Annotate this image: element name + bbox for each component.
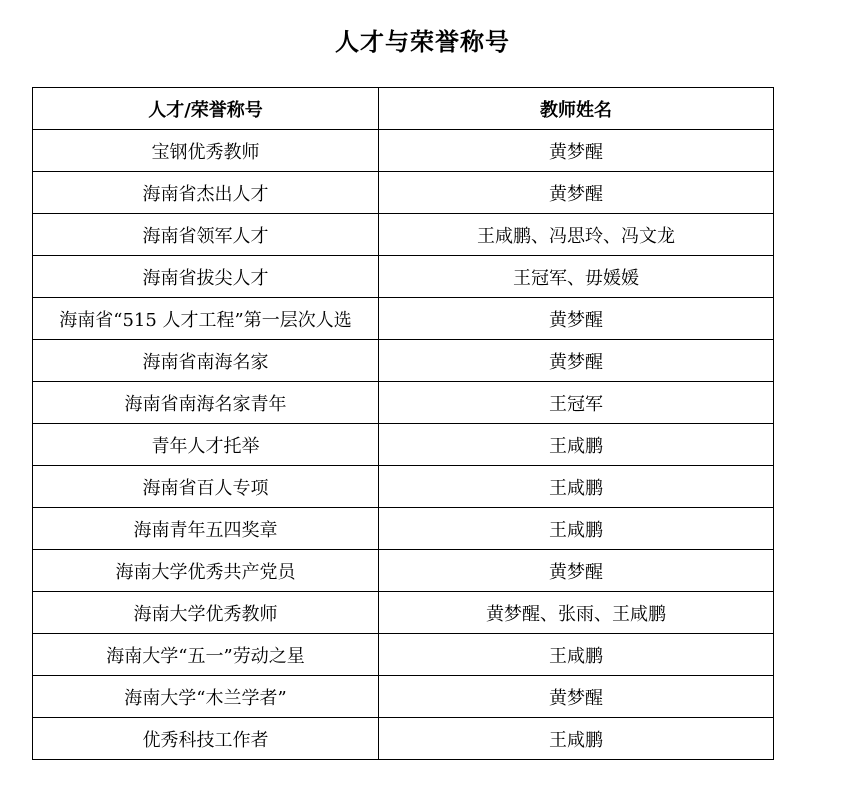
honor-cell: 海南省领军人才 bbox=[33, 214, 379, 256]
teacher-cell: 王咸鹏 bbox=[379, 466, 774, 508]
teacher-cell: 王咸鹏 bbox=[379, 718, 774, 760]
honor-cell: 海南省南海名家青年 bbox=[33, 382, 379, 424]
honor-cell: 宝钢优秀教师 bbox=[33, 130, 379, 172]
teacher-cell: 王咸鹏 bbox=[379, 508, 774, 550]
table-row bbox=[33, 718, 774, 760]
table-row bbox=[33, 172, 774, 214]
teacher-cell: 王咸鹏、冯思玲、冯文龙 bbox=[379, 214, 774, 256]
honor-cell: 海南省南海名家 bbox=[33, 340, 379, 382]
teacher-cell: 黄梦醒 bbox=[379, 676, 774, 718]
honor-cell: 海南省“515 人才工程”第一层次人选 bbox=[33, 298, 379, 340]
honor-cell: 青年人才托举 bbox=[33, 424, 379, 466]
teacher-cell: 黄梦醒 bbox=[379, 130, 774, 172]
teacher-cell: 王冠军 bbox=[379, 382, 774, 424]
honor-cell: 海南青年五四奖章 bbox=[33, 508, 379, 550]
teacher-cell: 黄梦醒 bbox=[379, 298, 774, 340]
table-row bbox=[33, 256, 774, 298]
column-header-teacher: 教师姓名 bbox=[379, 88, 774, 130]
teacher-cell: 王冠军、毋媛媛 bbox=[379, 256, 774, 298]
table-row bbox=[33, 550, 774, 592]
table-row bbox=[33, 634, 774, 676]
teacher-cell: 黄梦醒 bbox=[379, 550, 774, 592]
honor-cell: 优秀科技工作者 bbox=[33, 718, 379, 760]
table-row bbox=[33, 466, 774, 508]
table-row bbox=[33, 508, 774, 550]
honor-cell: 海南省杰出人才 bbox=[33, 172, 379, 214]
honor-cell: 海南大学优秀共产党员 bbox=[33, 550, 379, 592]
honor-cell: 海南大学优秀教师 bbox=[33, 592, 379, 634]
table-row bbox=[33, 592, 774, 634]
table-header-row bbox=[33, 88, 774, 130]
honor-cell: 海南大学“五一”劳动之星 bbox=[33, 634, 379, 676]
teacher-cell: 黄梦醒 bbox=[379, 340, 774, 382]
teacher-cell: 王咸鹏 bbox=[379, 634, 774, 676]
page-title: 人才与荣誉称号 bbox=[335, 27, 510, 56]
teacher-cell: 王咸鹏 bbox=[379, 424, 774, 466]
table-row bbox=[33, 382, 774, 424]
table-row bbox=[33, 214, 774, 256]
honor-cell: 海南大学“木兰学者” bbox=[33, 676, 379, 718]
table-row bbox=[33, 340, 774, 382]
table-row bbox=[33, 298, 774, 340]
teacher-cell: 黄梦醒、张雨、王咸鹏 bbox=[379, 592, 774, 634]
honor-cell: 海南省拔尖人才 bbox=[33, 256, 379, 298]
table-row bbox=[33, 424, 774, 466]
table-row bbox=[33, 676, 774, 718]
table-row bbox=[33, 130, 774, 172]
teacher-cell: 黄梦醒 bbox=[379, 172, 774, 214]
honor-cell: 海南省百人专项 bbox=[33, 466, 379, 508]
column-header-honor: 人才/荣誉称号 bbox=[33, 88, 379, 130]
honors-table bbox=[32, 87, 774, 760]
